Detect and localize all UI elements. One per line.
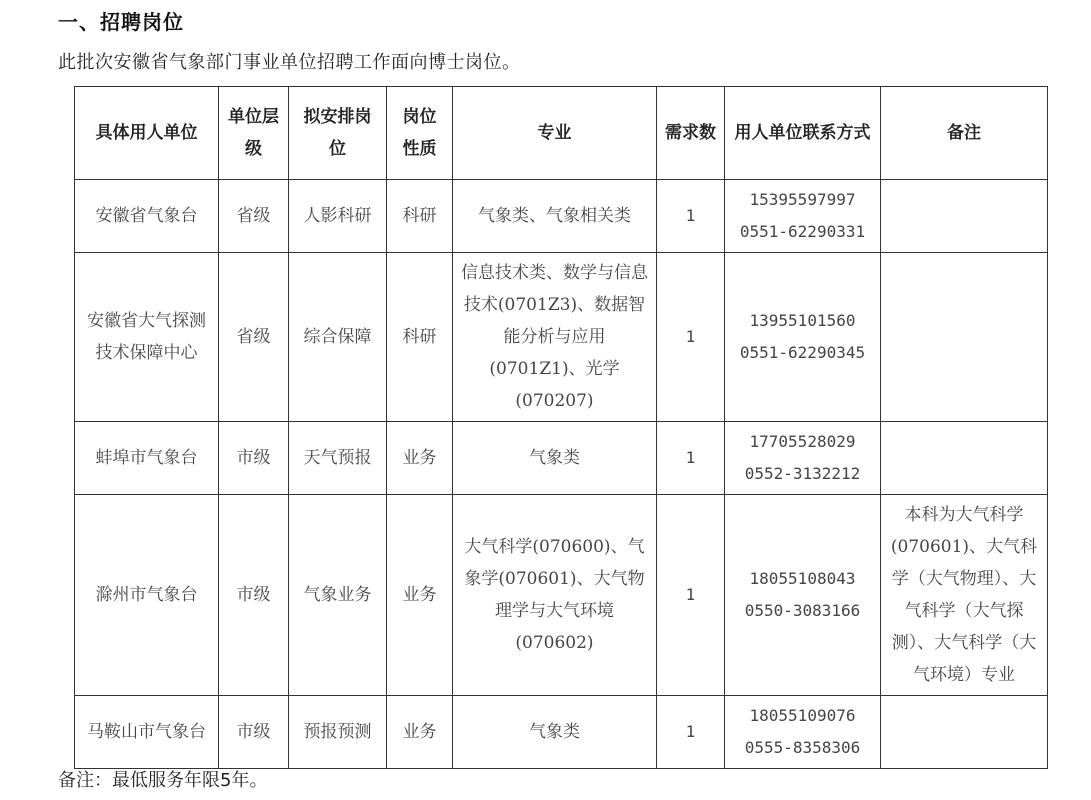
cell-nature: 科研 <box>387 253 453 422</box>
cell-position: 预报预测 <box>289 696 387 769</box>
cell-major: 气象类、气象相关类 <box>453 180 657 253</box>
contact-mobile: 13955101560 <box>749 311 856 330</box>
cell-level: 市级 <box>219 495 289 696</box>
contact-landline: 0552-3132212 <box>744 464 861 483</box>
header-level: 单位层级 <box>219 87 289 180</box>
contact-mobile: 18055108043 <box>749 569 856 588</box>
table-row <box>75 495 1048 696</box>
cell-count: 1 <box>657 253 725 422</box>
cell-contact <box>725 495 881 696</box>
footnote: 备注：最低服务年限5年。 <box>58 770 268 791</box>
header-contact: 用人单位联系方式 <box>725 87 881 180</box>
contact-landline: 0551-62290345 <box>739 343 866 362</box>
table-header-row <box>75 87 1048 180</box>
table-row <box>75 696 1048 769</box>
cell-count: 1 <box>657 180 725 253</box>
header-position: 拟安排岗位 <box>289 87 387 180</box>
cell-remark: 本科为大气科学(070601)、大气科学（大气物理）、大气科学（大气探测）、大气科学（大气环境）专业 <box>881 495 1048 696</box>
cell-unit: 滁州市气象台 <box>75 495 219 696</box>
cell-remark <box>881 422 1048 495</box>
cell-unit: 蚌埠市气象台 <box>75 422 219 495</box>
cell-remark <box>881 696 1048 769</box>
section-heading: 一、招聘岗位 <box>58 10 184 34</box>
cell-unit: 安徽省气象台 <box>75 180 219 253</box>
cell-contact <box>725 253 881 422</box>
cell-nature: 业务 <box>387 422 453 495</box>
cell-level: 市级 <box>219 422 289 495</box>
cell-nature: 科研 <box>387 180 453 253</box>
contact-landline: 0551-62290331 <box>739 222 866 241</box>
cell-position: 天气预报 <box>289 422 387 495</box>
header-count: 需求数 <box>657 87 725 180</box>
cell-major: 信息技术类、数学与信息技术(0701Z3)、数据智能分析与应用(0701Z1)、光学(070207) <box>453 253 657 422</box>
cell-remark <box>881 180 1048 253</box>
contact-landline: 0555-8358306 <box>744 738 861 757</box>
cell-nature: 业务 <box>387 696 453 769</box>
contact-landline: 0550-3083166 <box>744 601 861 620</box>
cell-major: 气象类 <box>453 696 657 769</box>
table-row <box>75 253 1048 422</box>
cell-remark <box>881 253 1048 422</box>
table-row <box>75 180 1048 253</box>
cell-nature: 业务 <box>387 495 453 696</box>
cell-contact <box>725 696 881 769</box>
header-remark: 备注 <box>881 87 1048 180</box>
table-row <box>75 422 1048 495</box>
contact-mobile: 15395597997 <box>749 190 856 209</box>
contact-mobile: 18055109076 <box>749 706 856 725</box>
cell-unit: 安徽省大气探测技术保障中心 <box>75 253 219 422</box>
cell-level: 省级 <box>219 253 289 422</box>
cell-unit: 马鞍山市气象台 <box>75 696 219 769</box>
header-major: 专业 <box>453 87 657 180</box>
cell-count: 1 <box>657 422 725 495</box>
cell-level: 市级 <box>219 696 289 769</box>
cell-count: 1 <box>657 495 725 696</box>
cell-major: 气象类 <box>453 422 657 495</box>
cell-count: 1 <box>657 696 725 769</box>
cell-contact <box>725 422 881 495</box>
cell-position: 气象业务 <box>289 495 387 696</box>
intro-paragraph: 此批次安徽省气象部门事业单位招聘工作面向博士岗位。 <box>58 52 521 73</box>
cell-position: 人影科研 <box>289 180 387 253</box>
cell-level: 省级 <box>219 180 289 253</box>
cell-major: 大气科学(070600)、气象学(070601)、大气物理学与大气环境(070602) <box>453 495 657 696</box>
contact-mobile: 17705528029 <box>749 432 856 451</box>
recruitment-table <box>74 86 1048 769</box>
header-nature: 岗位性质 <box>387 87 453 180</box>
header-unit: 具体用人单位 <box>75 87 219 180</box>
cell-position: 综合保障 <box>289 253 387 422</box>
cell-contact <box>725 180 881 253</box>
